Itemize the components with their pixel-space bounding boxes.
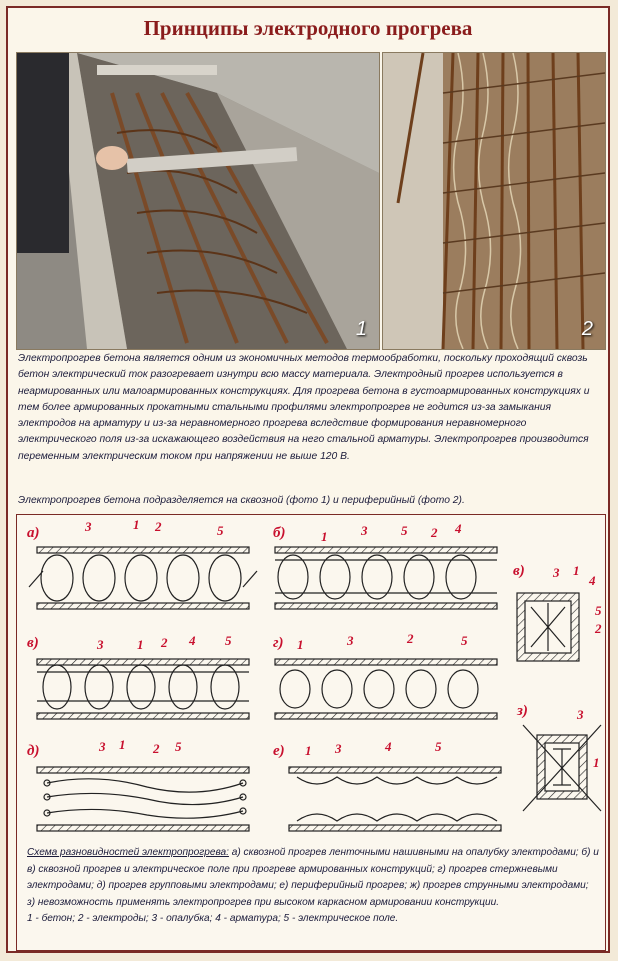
scheme-b: [275, 547, 497, 609]
photo-peripheral-heating: [382, 52, 606, 350]
b-num-3: 3: [361, 523, 368, 538]
d-num-2: 2: [153, 741, 160, 756]
diagram-caption: [27, 845, 599, 928]
scheme-a: [29, 547, 257, 609]
d-num-3: 3: [99, 739, 106, 754]
a-num-3: 3: [85, 519, 92, 534]
b-num-1: 1: [321, 529, 328, 544]
z-num-3: 3: [577, 707, 584, 722]
v-num-1: 1: [137, 637, 144, 652]
scheme-d: [37, 767, 249, 831]
e-num-1: 1: [305, 743, 312, 758]
label-d: д): [27, 743, 40, 759]
e-num-4: 4: [385, 739, 392, 754]
vsq-num-2: 2: [595, 621, 602, 636]
d-num-1: 1: [119, 737, 126, 752]
heating-schemes-diagram: [16, 514, 606, 951]
label-v-square: в): [513, 563, 525, 579]
e-num-3: 3: [335, 741, 342, 756]
label-z: з): [517, 703, 528, 719]
label-e: е): [273, 743, 285, 759]
vsq-num-4: 4: [589, 573, 596, 588]
label-a: а): [27, 525, 40, 541]
photo-1-number: 1: [355, 318, 367, 340]
photo-2-number: 2: [581, 318, 593, 340]
label-v: в): [27, 635, 39, 651]
types-paragraph: Электропрогрев бетона подразделяется на сквозной (фото 1) и периферийный (фото 2).: [18, 495, 465, 506]
caption-lead: Схема разновидностей электропрогрева:: [27, 847, 229, 858]
g-num-3: 3: [347, 633, 354, 648]
d-num-5: 5: [175, 739, 182, 754]
g-num-1: 1: [297, 637, 304, 652]
scheme-z: [523, 725, 601, 811]
v-num-3: 3: [97, 637, 104, 652]
photo-through-heating: [16, 52, 380, 350]
g-num-2: 2: [407, 631, 414, 646]
v-num-5: 5: [225, 633, 232, 648]
label-b: б): [273, 525, 286, 541]
scheme-v-square: [517, 593, 579, 661]
caption-legend: 1 - бетон; 2 - электроды; 3 - опалубка; 4 - арматура; 5 - электрическое поле.: [27, 913, 399, 925]
v-num-4: 4: [189, 633, 196, 648]
a-num-5: 5: [217, 523, 224, 538]
infographic-page: [6, 6, 610, 953]
e-num-5: 5: [435, 739, 442, 754]
g-num-5: 5: [461, 633, 468, 648]
caption-body: а) сквозной прогрев ленточными нашивными на опалубку электродами; б) и в) сквозной прогрев и электрическое поле при прогреве армированных конструкций; г) прогрев стержневыми электродами; д) прогрев групповыми электродами; е) периферийный прогрев; ж) прогрев струнными электродами; з) невозможность применять электропрогрев при высоком каркасном армировании конструкции.: [27, 847, 599, 908]
b-num-5: 5: [401, 523, 408, 538]
scheme-e: [289, 767, 501, 831]
page-title: Принципы электродного прогрева: [143, 16, 473, 40]
scheme-g: [275, 659, 497, 719]
b-num-2: 2: [431, 525, 438, 540]
z-num-1: 1: [593, 755, 600, 770]
a-num-2: 2: [155, 519, 162, 534]
b-num-4: 4: [455, 521, 462, 536]
label-g: г): [273, 635, 284, 651]
scheme-v: [37, 659, 249, 719]
photo-1-illustration: [17, 53, 379, 349]
photo-2-illustration: [383, 53, 605, 349]
a-num-1: 1: [133, 517, 140, 532]
vsq-num-3: 3: [553, 565, 560, 580]
vsq-num-5: 5: [595, 603, 602, 618]
vsq-num-1: 1: [573, 563, 580, 578]
v-num-2: 2: [161, 635, 168, 650]
intro-paragraph: Электропрогрев бетона является одним из экономичных методов термообработки, поскольку проходящий сквозь бетон электрический ток разогревает изнутри всю массу материала. Электродный прогрев используется в неармированных или малоармированных конструкциях. Для прогрева бетона в густоармированных конструкциях и тем более армированных прокатными стальными профилями электропрогрев не годится из-за замыкания электродов на арматуру и из-за неравномерного прогрева вследствие формирования неравномерного электрического поля из-за искажающего воздействия на него стальной арматуры. Электропрогрев производится переменным электрическим током при напряжении не выше 120 В.: [18, 353, 590, 462]
